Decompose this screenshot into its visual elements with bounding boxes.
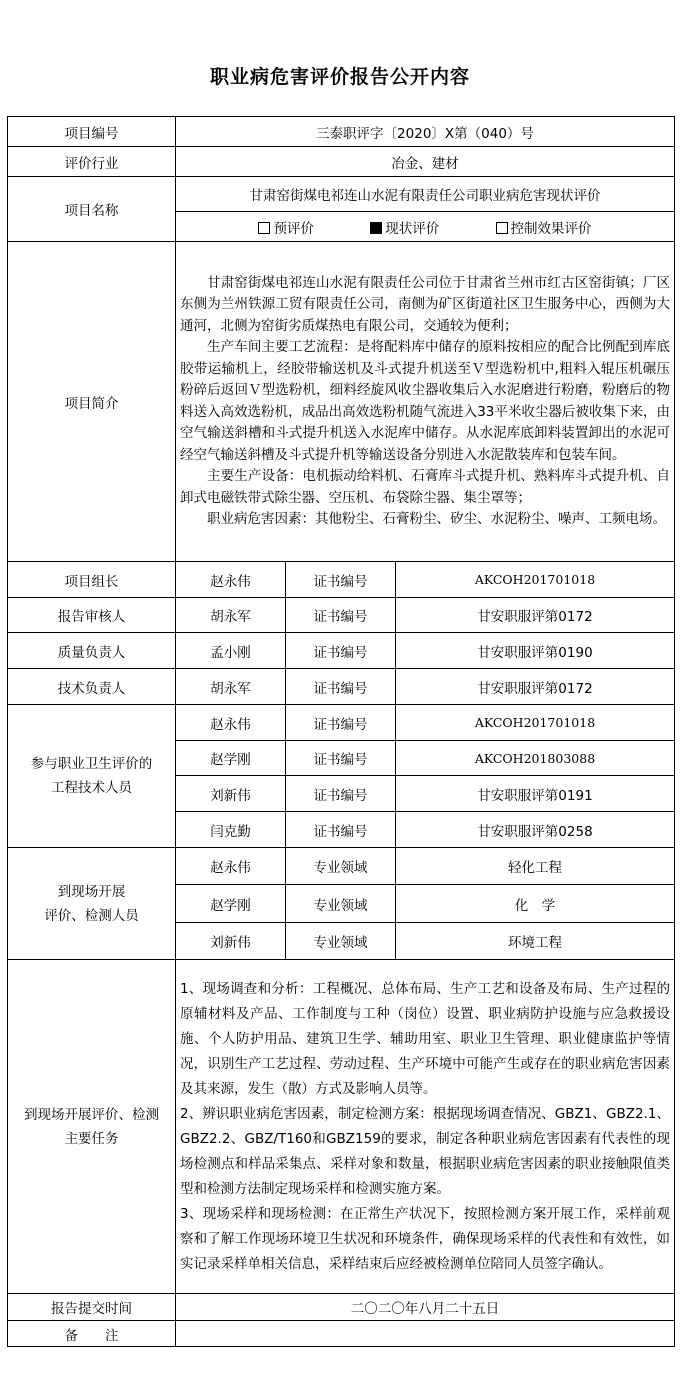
engineer-cert: 甘安职服评第0258 bbox=[396, 812, 675, 848]
engineer-name: 赵学刚 bbox=[176, 741, 286, 776]
checkbox-icon bbox=[496, 222, 508, 234]
leader-name: 赵永伟 bbox=[176, 562, 286, 598]
row-technical bbox=[8, 669, 675, 705]
project-name-label: 项目名称 bbox=[8, 177, 176, 242]
row-onsite-person bbox=[8, 848, 675, 885]
reviewer-name: 胡永军 bbox=[176, 598, 286, 633]
engineer-name: 赵永伟 bbox=[176, 705, 286, 741]
engineer-name: 闫克勤 bbox=[176, 812, 286, 848]
engineer-cert: 甘安职服评第0191 bbox=[396, 776, 675, 812]
leader-label: 项目组长 bbox=[8, 562, 176, 598]
row-reviewer bbox=[8, 598, 675, 633]
tasks-content bbox=[176, 960, 675, 1294]
engineer-name: 刘新伟 bbox=[176, 776, 286, 812]
onsite-field: 环境工程 bbox=[396, 923, 675, 960]
project-no-label: 项目编号 bbox=[8, 117, 176, 147]
reviewer-label: 报告审核人 bbox=[8, 598, 176, 633]
onsite-label: 到现场开展 评价、检测人员 bbox=[8, 848, 176, 960]
engineer-cert: AKCOH201701018 bbox=[396, 705, 675, 741]
intro-paragraph: 职业病危害因素：其他粉尘、石膏粉尘、矽尘、水泥粉尘、噪声、工频电场。 bbox=[207, 511, 666, 527]
quality-name: 孟小刚 bbox=[176, 633, 286, 669]
checkbox-icon bbox=[258, 222, 270, 234]
onsite-field: 轻化工程 bbox=[396, 848, 675, 885]
field-label: 专业领域 bbox=[286, 848, 396, 885]
cert-no-label: 证书编号 bbox=[286, 776, 396, 812]
project-name-value: 甘肃窑街煤电祁连山水泥有限责任公司职业病危害现状评价 bbox=[176, 177, 675, 212]
row-tasks bbox=[8, 960, 675, 1294]
cert-no-label: 证书编号 bbox=[286, 669, 396, 705]
cert-no-label: 证书编号 bbox=[286, 812, 396, 848]
quality-cert: 甘安职服评第0190 bbox=[396, 633, 675, 669]
cert-no-label: 证书编号 bbox=[286, 741, 396, 776]
row-engineer bbox=[8, 705, 675, 741]
intro-paragraph: 生产车间主要工艺流程：是将配料库中储存的原料按相应的配合比例配到库底胶带运输机上，经胶带输送机及斗式提升机送至Ｖ型选粉机中,粗料入辊压机碾压粉碎后返回Ｖ型选粉机，细料经旋风收尘器收集后入水泥磨进行粉磨，粉磨后的物料送入高效选粉机，成品出高效选粉机随气流进入33平米收尘器后被收集下来，由空气输送斜槽和斗式提升机送入水泥库中储存。从水泥库底卸料装置卸出的水泥可经空气输送斜槽及斗式提升机等输送设备分别进入水泥散装库和包装车间。 bbox=[180, 339, 670, 463]
intro-paragraph: 甘肃窑街煤电祁连山水泥有限责任公司位于甘肃省兰州市红古区窑街镇；厂区东侧为兰州铁源工贸有限责任公司，南侧为矿区街道社区卫生服务中心，西侧为大通河，北侧为窑街劣质煤热电有限公司，交通较为便利； bbox=[180, 274, 670, 334]
onsite-field: 化 学 bbox=[396, 885, 675, 923]
option-pre-eval: 预评价 bbox=[258, 217, 314, 237]
row-project-no bbox=[8, 117, 675, 147]
row-remark bbox=[8, 1321, 675, 1347]
technical-name: 胡永军 bbox=[176, 669, 286, 705]
task-item: 1、现场调查和分析：工程概况、总体布局、生产工艺和设备及布局、生产过程的原辅材料及产品、工作制度与工种（岗位）设置、职业病防护设施与应急救援设施、个人防护用品、建筑卫生学、辅助用室、职业卫生管理、职业健康监护等情况，识别生产工艺过程、劳动过程、生产环境中可能产生或存在的职业病危害因素及其来源，发生（散）方式及影响人员等。 bbox=[180, 980, 670, 1097]
row-submit-date bbox=[8, 1294, 675, 1321]
project-no-value: 三泰职评字〔2020〕X第（040）号 bbox=[176, 117, 675, 147]
checkbox-checked-icon bbox=[370, 222, 382, 234]
eval-type-options bbox=[176, 212, 675, 242]
remark-value bbox=[176, 1321, 675, 1347]
task-item: 2、辨识职业病危害因素，制定检测方案：根据现场调查情况、GBZ1、GBZ2.1、GBZ2.2、GBZ/T160和GBZ159的要求，制定各种职业病危害因素有代表性的现场检测点和样品采集点、采样对象和数量，根据职业病危害因素的职业接触限值类型和检测方法制定现场采样和检测实施方案。 bbox=[180, 1105, 670, 1197]
cert-no-label: 证书编号 bbox=[286, 562, 396, 598]
row-project-name bbox=[8, 177, 675, 212]
document-title: 职业病危害评价报告公开内容 bbox=[209, 66, 470, 88]
disclosure-table bbox=[7, 116, 675, 1347]
tasks-label: 到现场开展评价、检测 主要任务 bbox=[8, 960, 176, 1294]
technical-cert: 甘安职服评第0172 bbox=[396, 669, 675, 705]
onsite-name: 刘新伟 bbox=[176, 923, 286, 960]
industry-value: 冶金、建材 bbox=[176, 147, 675, 177]
row-leader bbox=[8, 562, 675, 598]
quality-label: 质量负责人 bbox=[8, 633, 176, 669]
cert-no-label: 证书编号 bbox=[286, 633, 396, 669]
cert-no-label: 证书编号 bbox=[286, 598, 396, 633]
submit-date-value: 二〇二〇年八月二十五日 bbox=[176, 1294, 675, 1321]
field-label: 专业领域 bbox=[286, 885, 396, 923]
onsite-name: 赵永伟 bbox=[176, 848, 286, 885]
remark-label: 备 注 bbox=[8, 1321, 176, 1347]
intro-paragraph: 主要生产设备：电机振动给料机、石膏库斗式提升机、熟料库斗式提升机、自卸式电磁铁带式除尘器、空压机、布袋除尘器、集尘罩等； bbox=[180, 468, 670, 506]
task-item: 3、现场采样和现场检测：在正常生产状况下，按照检测方案开展工作，采样前观察和了解工作现场环境卫生状况和环境条件，确保现场采样的代表性和有效性，如实记录采样单相关信息，采样结束后应经被检测单位陪同人员签字确认。 bbox=[180, 1205, 670, 1272]
onsite-name: 赵学刚 bbox=[176, 885, 286, 923]
row-industry bbox=[8, 147, 675, 177]
leader-cert: AKCOH201701018 bbox=[396, 562, 675, 598]
intro-content bbox=[176, 242, 675, 562]
cert-no-label: 证书编号 bbox=[286, 705, 396, 741]
intro-label: 项目简介 bbox=[8, 242, 176, 562]
technical-label: 技术负责人 bbox=[8, 669, 176, 705]
row-quality bbox=[8, 633, 675, 669]
industry-label: 评价行业 bbox=[8, 147, 176, 177]
field-label: 专业领域 bbox=[286, 923, 396, 960]
row-intro bbox=[8, 242, 675, 562]
engineers-label: 参与职业卫生评价的 工程技术人员 bbox=[8, 705, 176, 848]
option-control-eval: 控制效果评价 bbox=[496, 217, 592, 237]
submit-date-label: 报告提交时间 bbox=[8, 1294, 176, 1321]
option-current-eval: 现状评价 bbox=[370, 217, 439, 237]
reviewer-cert: 甘安职服评第0172 bbox=[396, 598, 675, 633]
engineer-cert: AKCOH201803088 bbox=[396, 741, 675, 776]
